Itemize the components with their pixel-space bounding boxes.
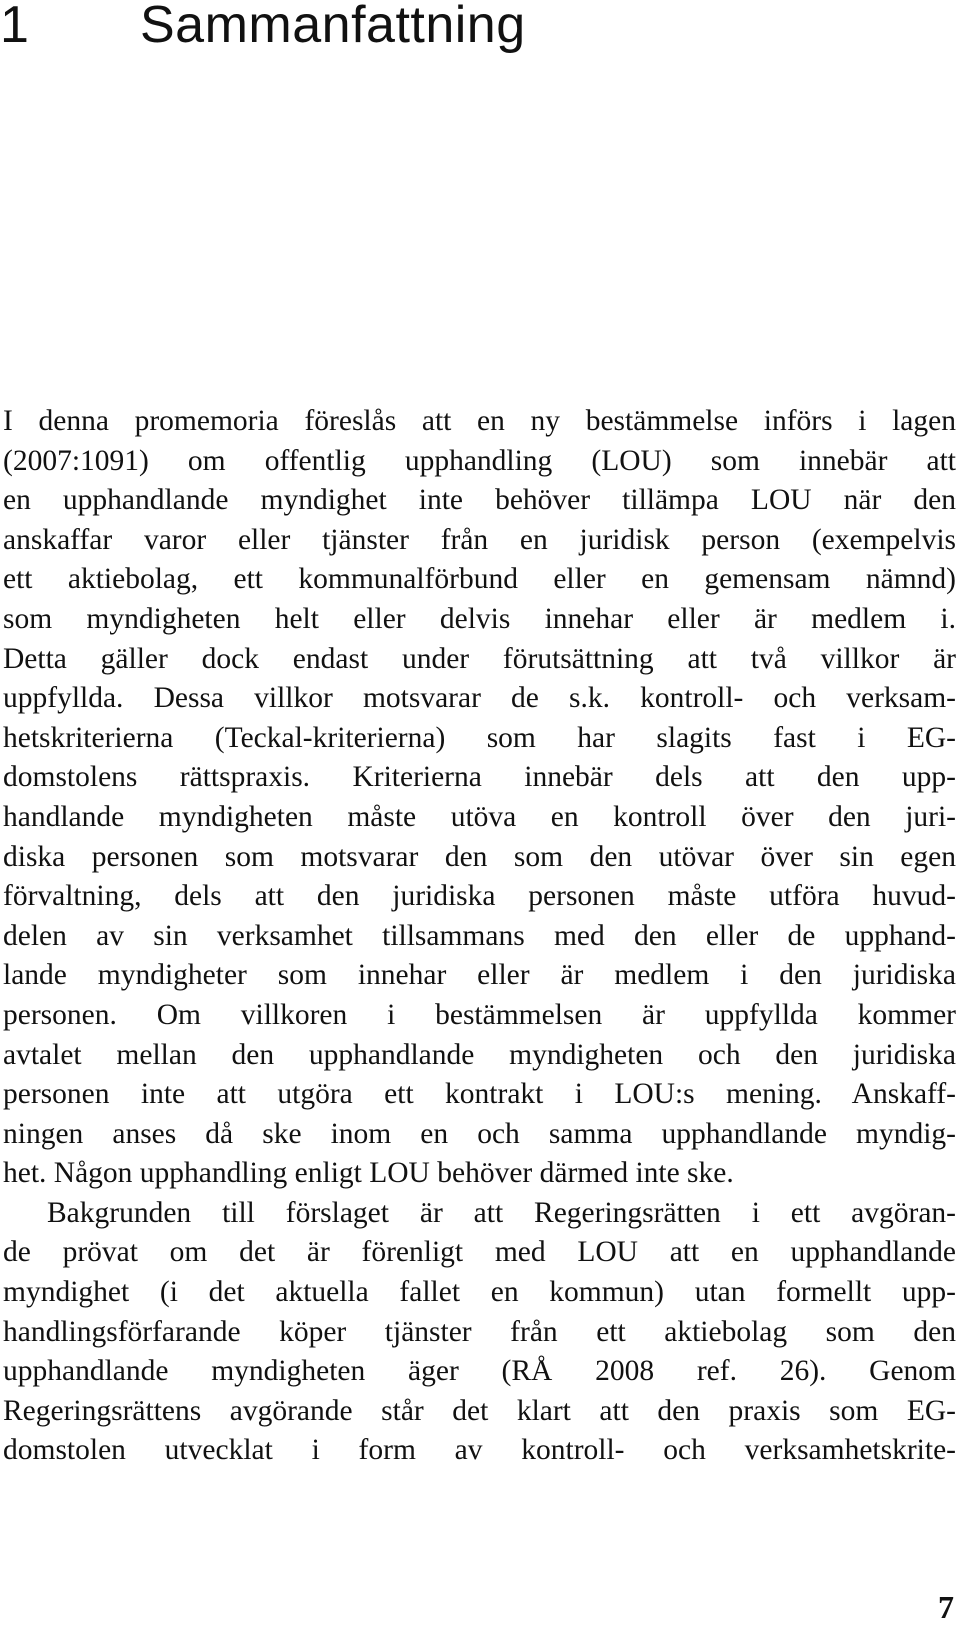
text-line: en upphandlande myndighet inte behöver tillämpa LOU när den [3, 484, 956, 517]
text-line: Bakgrunden till förslaget är att Regeringsrätten i ett avgöran- [47, 1196, 956, 1229]
text-line: handlingsförfarande köper tjänster från ett aktiebolag som den [3, 1315, 956, 1348]
text-line: (2007:1091) om offentlig upphandling (LOU) som innebär att [3, 444, 956, 477]
text-line: ett aktiebolag, ett kommunalförbund eller en gemensam nämnd) [3, 563, 956, 596]
paragraph-1 [3, 402, 956, 1194]
text-line: Detta gäller dock endast under förutsättning att två villkor är [3, 642, 956, 675]
text-line: diska personen som motsvarar den som den utövar över sin egen [3, 840, 956, 873]
section-heading [0, 0, 526, 56]
text-line: lande myndigheter som innehar eller är medlem i den juridiska [3, 959, 956, 992]
text-line: avtalet mellan den upphandlande myndigheten och den juridiska [3, 1038, 956, 1071]
text-line: personen. Om villkoren i bestämmelsen är uppfyllda kommer [3, 998, 956, 1031]
text-line: uppfyllda. Dessa villkor motsvarar de s.k. kontroll- och verksam- [3, 682, 956, 715]
text-line: upphandlande myndigheten äger (RÅ 2008 ref. 26). Genom [3, 1355, 956, 1388]
text-line: myndighet (i det aktuella fallet en kommun) utan formellt upp- [3, 1276, 956, 1309]
text-line: Regeringsrättens avgörande står det klart att den praxis som EG- [3, 1394, 956, 1427]
text-line: förvaltning, dels att den juridiska personen måste utföra huvud- [3, 880, 956, 913]
text-line: domstolens rättspraxis. Kriterierna innebär dels att den upp- [3, 761, 956, 794]
text-line: domstolen utvecklat i form av kontroll- och verksamhetskrite- [3, 1434, 956, 1467]
body-text [3, 402, 956, 1471]
text-line: de prövat om det är förenligt med LOU att en upphandlande [3, 1236, 956, 1269]
text-line: ningen anses då ske inom en och samma upphandlande myndig- [3, 1117, 956, 1150]
paragraph-2 [3, 1194, 956, 1471]
text-line: personen inte att utgöra ett kontrakt i LOU:s mening. Anskaff- [3, 1078, 956, 1111]
section-number: 1 [0, 0, 30, 54]
text-line: I denna promemoria föreslås att en ny bestämmelse införs i lagen [3, 405, 956, 437]
text-line: anskaffar varor eller tjänster från en juridisk person (exempelvis [3, 523, 956, 556]
text-line: hetskriterierna (Teckal-kriterierna) som har slagits fast i EG- [3, 721, 956, 754]
text-line: handlande myndigheten måste utöva en kontroll över den juri- [3, 800, 956, 833]
text-line: het. Någon upphandling enligt LOU behöver därmed inte ske. [3, 1157, 734, 1190]
section-title: Sammanfattning [140, 0, 526, 54]
text-line: som myndigheten helt eller delvis innehar eller är medlem i. [3, 602, 956, 635]
page-number: 7 [938, 1589, 954, 1625]
text-line: delen av sin verksamhet tillsammans med den eller de upphand- [3, 919, 956, 952]
